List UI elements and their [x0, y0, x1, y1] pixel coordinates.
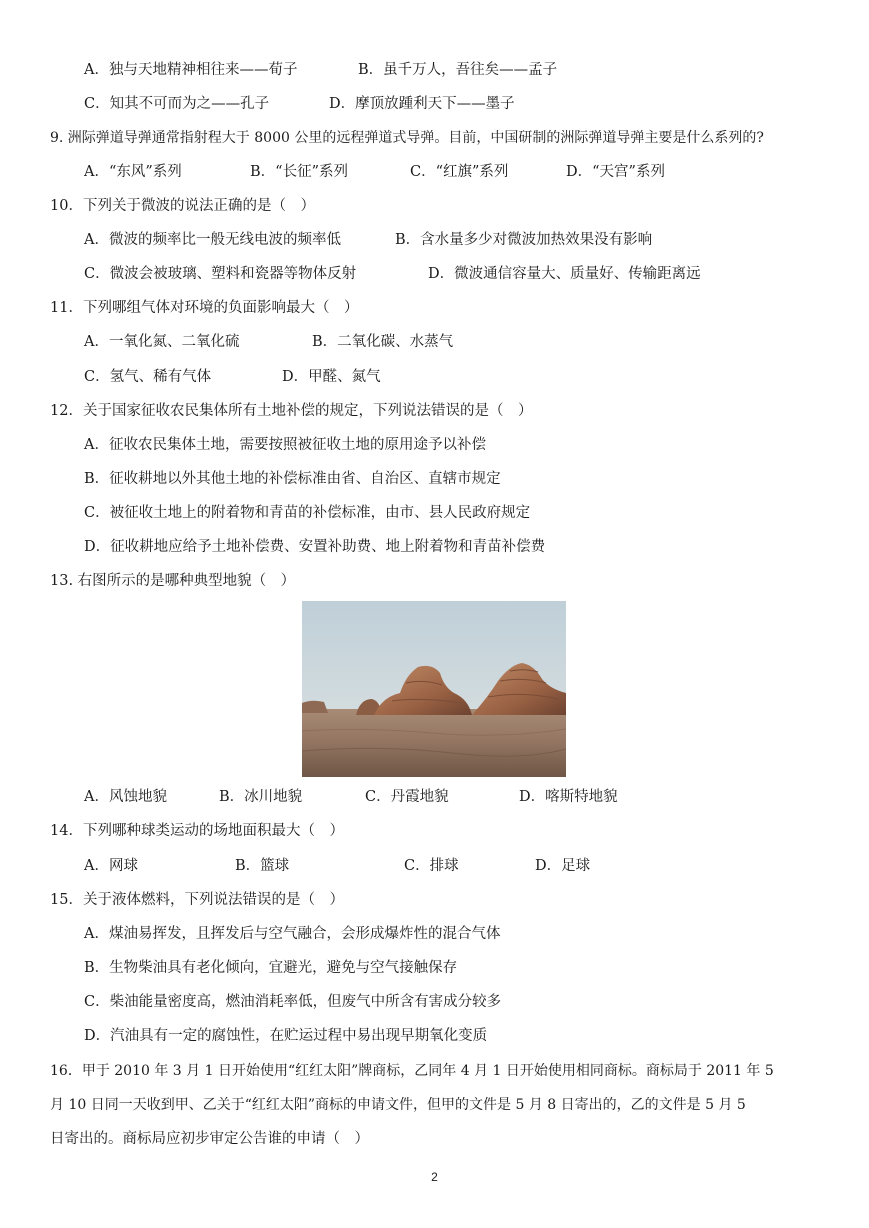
q14-option-b: B．篮球: [235, 858, 290, 874]
q14-option-a: A．网球: [84, 858, 138, 874]
q14-option-c: C．排球: [404, 858, 459, 874]
q15-stem: 15．关于液体燃料，下列说法错误的是（ ）: [50, 892, 344, 908]
q11-stem: 11．下列哪组气体对环境的负面影响最大（ ）: [50, 300, 359, 316]
q13-option-c: C．丹霞地貌: [365, 789, 449, 805]
q12-option-b: B．征收耕地以外其他土地的补偿标准由省、自治区、直辖市规定: [84, 471, 501, 487]
q8-option-d: D．摩顶放踵利天下——墨子: [329, 96, 515, 112]
q13-option-a: A．风蚀地貌: [84, 789, 167, 805]
q16-stem-line-3: 日寄出的。商标局应初步审定公告谁的申请（ ）: [50, 1131, 369, 1147]
q16-stem-line-2: 月 10 日同一天收到甲、乙关于“红红太阳”商标的申请文件，但甲的文件是 5 月 8 日寄出的，乙的文件是 5 月 5: [50, 1097, 746, 1113]
q12-option-d: D．征收耕地应给予土地补偿费、安置补助费、地上附着物和青苗补偿费: [84, 539, 546, 555]
q12-stem: 12．关于国家征收农民集体所有土地补偿的规定，下列说法错误的是（ ）: [50, 403, 533, 419]
q8-option-c: C．知其不可而为之——孔子: [84, 96, 270, 112]
q12-option-c: C．被征收土地上的附着物和青苗的补偿标准，由市、县人民政府规定: [84, 505, 531, 521]
q11-option-d: D．甲醛、氮气: [282, 369, 381, 385]
q8-option-a: A．独与天地精神相往来——荀子: [84, 62, 298, 78]
q13-option-b: B．冰川地貌: [219, 789, 303, 805]
page-number: 2: [431, 1170, 438, 1184]
q9-stem: 9. 洲际弹道导弹通常指射程大于 8000 公里的远程弹道式导弹。目前，中国研制的洲际弹道导弹主要是什么系列的?: [50, 130, 764, 146]
q9-option-c: C．“红旗”系列: [410, 164, 509, 180]
q10-stem: 10．下列关于微波的说法正确的是（ ）: [50, 198, 315, 214]
landform-photo: [302, 601, 566, 777]
q15-option-c: C．柴油能量密度高，燃油消耗率低，但废气中所含有害成分较多: [84, 994, 502, 1010]
q15-option-b: B．生物柴油具有老化倾向，宜避光，避免与空气接触保存: [84, 960, 458, 976]
q10-option-d: D．微波通信容量大、质量好、传输距离远: [428, 266, 701, 282]
q13-stem: 13. 右图所示的是哪种典型地貌（ ）: [50, 573, 296, 589]
q15-option-d: D．汽油具有一定的腐蚀性，在贮运过程中易出现早期氧化变质: [84, 1028, 488, 1044]
q9-option-a: A．“东风”系列: [84, 164, 182, 180]
q11-option-a: A．一氧化氮、二氧化硫: [84, 334, 240, 350]
q15-option-a: A．煤油易挥发，且挥发后与空气融合，会形成爆炸性的混合气体: [84, 926, 501, 942]
q14-option-d: D．足球: [535, 858, 591, 874]
q11-option-c: C．氢气、稀有气体: [84, 369, 212, 385]
q10-option-b: B．含水量多少对微波加热效果没有影响: [395, 232, 653, 248]
q9-option-d: D．“天宫”系列: [566, 164, 665, 180]
q8-option-b: B．虽千万人，吾往矣——孟子: [358, 62, 558, 78]
q12-option-a: A．征收农民集体土地，需要按照被征收土地的原用途予以补偿: [84, 437, 486, 453]
q9-option-b: B．“长征”系列: [250, 164, 348, 180]
q13-option-d: D．喀斯特地貌: [519, 789, 618, 805]
q14-stem: 14．下列哪种球类运动的场地面积最大（ ）: [50, 823, 344, 839]
q10-option-a: A．微波的频率比一般无线电波的频率低: [84, 232, 341, 248]
q11-option-b: B．二氧化碳、水蒸气: [312, 334, 454, 350]
q10-option-c: C．微波会被玻璃、塑料和瓷器等物体反射: [84, 266, 357, 282]
q16-stem-line-1: 16．甲于 2010 年 3 月 1 日开始使用“红红太阳”牌商标，乙同年 4 月 1 日开始使用相同商标。商标局于 2011 年 5: [50, 1063, 774, 1079]
